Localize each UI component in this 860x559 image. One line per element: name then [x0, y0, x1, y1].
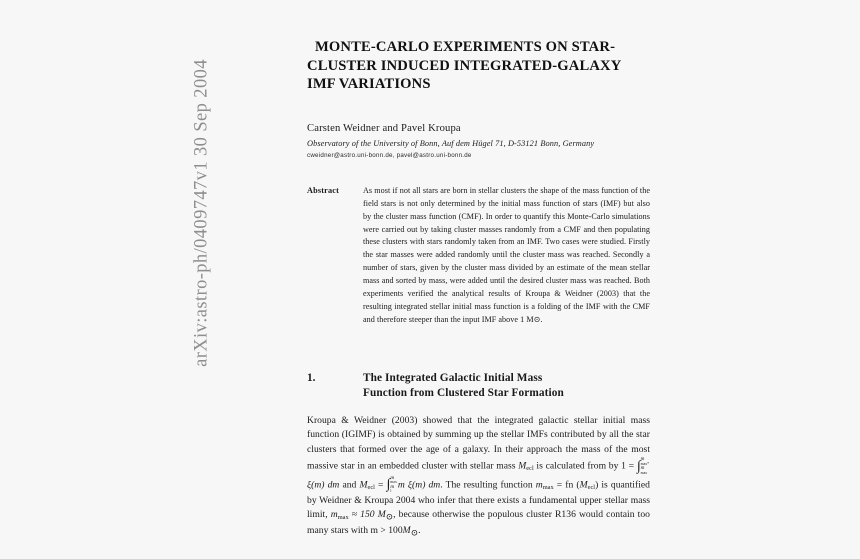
symbol-m-ecl-3: M [579, 478, 588, 490]
integral-2-upper: m max [390, 474, 397, 484]
abstract-text: As most if not all stars are born in stellar clusters the shape of the mass function of the field stars is not only determined by the initial mass function of stars (IMF) but also by the cluster mass function (CMF). In order to quantify this Monte-Carlo simulations were carried out by taking cluster masses randomly from a CMF and then populating these clusters with stars randomly taken from an IMF. Two cases were studied. Firstly the star masses were added randomly until the cluster mass was reached. Secondly a number of stars, given by the cluster mass divided by an estimate of the mean stellar mass and sorted by mass, were added until the desired cluster mass was reached. Both experiments verified the analytical results of Kroupa & Weidner (2003) that the resulting integrated stellar initial mass function is a folding of the IMF with the CMF and therefore steeper than the input IMF above 1 M⊙. [363, 185, 650, 324]
section-number: 1. [307, 371, 316, 384]
symbol-mmax-2: m [330, 509, 338, 521]
symbol-m-ecl-1-sub: ecl [526, 465, 534, 473]
body-text-part-7: ) is quantified by Weidner & Kroupa 2004 who infer that there exists a fundamental upper stellar mass limit, [307, 478, 650, 521]
section-title-line-2: Function from Clustered Star Formation [363, 386, 564, 399]
body-text-part-5: . The resulting function [440, 478, 536, 490]
affiliation: Observatory of the University of Bonn, Auf dem Hügel 71, D-53121 Bonn, Germany [307, 138, 595, 148]
page-title-line-2: CLUSTER INDUCED INTEGRATED-GALAXY [307, 57, 622, 74]
symbol-mmax-2-sub: max [337, 514, 349, 522]
section-title [363, 371, 650, 401]
body-text-part-1: Kroupa & Weidner (2003) showed that the integrated galactic stellar initial mass function (IGIMF) is obtained by summing up the stellar IMFs contributed by all the star clusters that formed over the age of a galaxy. In their approach the mass of the most massive star in an embedded cluster with stellar mass [307, 414, 650, 472]
integral-sign-2: ∫ [386, 477, 391, 493]
solar-mass-symbol-2: ⊙ [410, 527, 419, 538]
abstract-block [307, 185, 650, 327]
body-text-part-8: ≈ 150 M [348, 509, 386, 521]
section-heading [307, 371, 650, 401]
arxiv-stamp-text: arXiv:astro-ph/0409747v1 30 Sep 2004 [191, 59, 212, 367]
author-block [307, 122, 650, 159]
symbol-m-ecl-2-sub: ecl [367, 483, 375, 491]
solar-mass-symbol-1: ⊙ [385, 511, 394, 522]
author-emails: cweidner@astro.uni-bonn.de, pavel@astro.uni-bonn.de [307, 151, 472, 159]
integral-sign-1: ∫ [636, 459, 641, 475]
page-title-line-1: MONTE-CARLO EXPERIMENTS ON STAR- [315, 39, 616, 55]
body-text-part-6: = fn ( [553, 478, 580, 490]
integral-2-lower: m l [390, 483, 395, 493]
integral-2-body: m ξ(m) dm [397, 478, 441, 490]
section-title-line-1: The Integrated Galactic Initial Mass [363, 371, 543, 384]
symbol-m-ecl-3-sub: ecl [587, 483, 596, 491]
integral-1-body: ξ(m) dm [307, 478, 340, 490]
body-text-part-9: , because otherwise the populous cluster R136 would contain too many stars with m > 100 [307, 509, 650, 537]
page-title [307, 38, 650, 94]
author-names: Carsten Weidner and Pavel Kroupa [307, 123, 461, 135]
symbol-mmax-1-sub: max [542, 483, 554, 491]
body-text-part-10: . [418, 525, 421, 537]
arxiv-stamp [186, 28, 218, 398]
symbol-m-ecl-2: M [359, 478, 368, 490]
integral-2-limits [390, 476, 396, 494]
integral-1-lower: m max [640, 465, 648, 475]
body-text-part-3: and [339, 478, 360, 490]
abstract-label: Abstract [307, 185, 340, 195]
symbol-m-100: M [402, 525, 411, 537]
page-title-line-3: IMF VARIATIONS [307, 76, 431, 93]
integral-1-upper: m max* [640, 456, 650, 466]
symbol-mmax-1: m [535, 478, 543, 490]
paper-content-column [307, 38, 650, 540]
body-text-part-2: is calculated from by 1 = [533, 460, 637, 472]
symbol-m-ecl-1: M [518, 460, 527, 472]
body-text-part-4: = [374, 478, 387, 490]
integral-1-limits [641, 457, 649, 475]
body-paragraph [307, 414, 650, 540]
